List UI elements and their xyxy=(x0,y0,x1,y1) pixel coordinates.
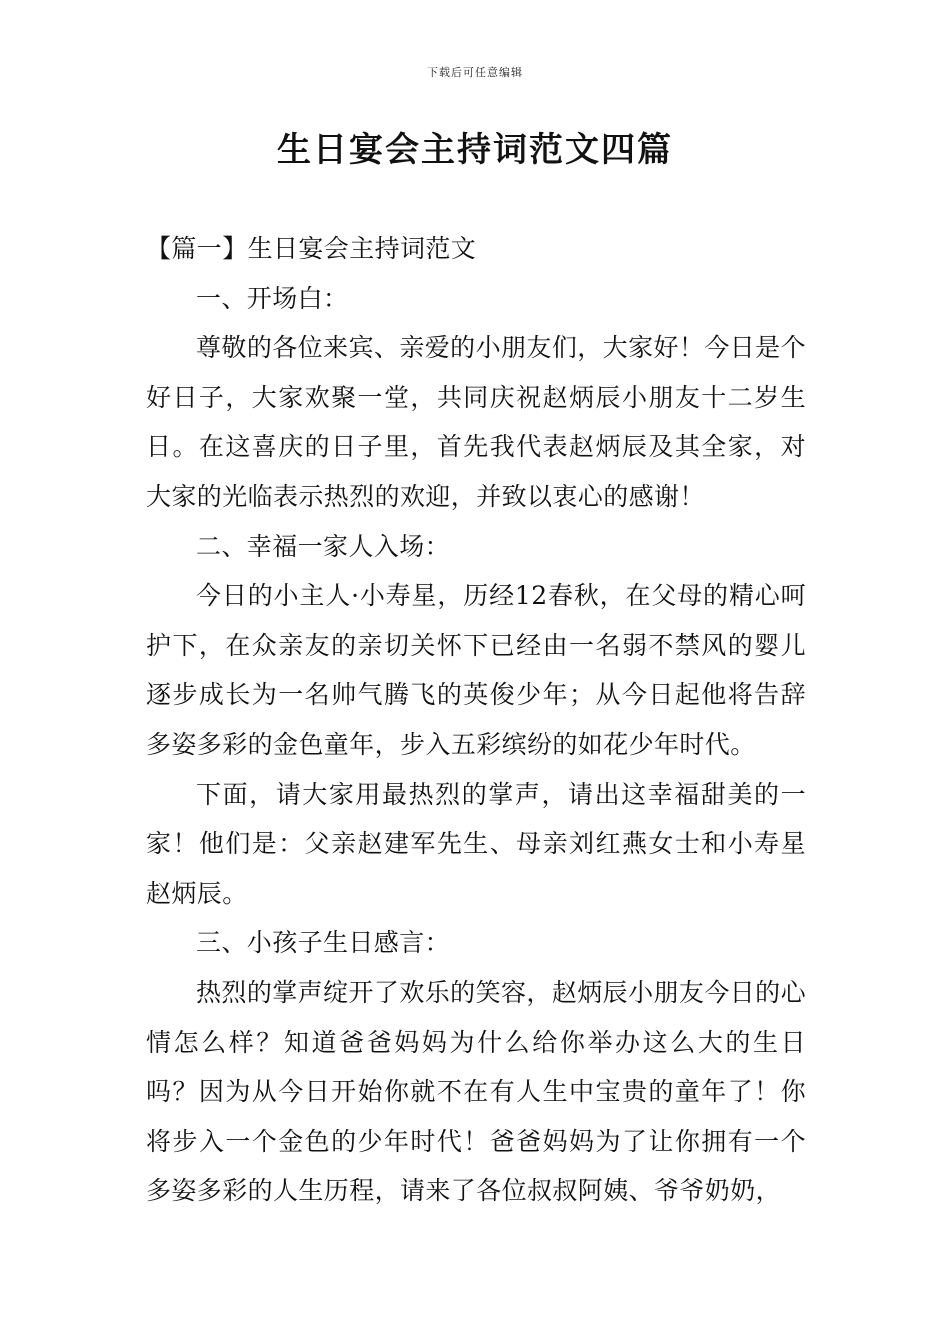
document-body xyxy=(146,224,806,1216)
page-title: 生日宴会主持词范文四篇 xyxy=(277,130,673,170)
header-note: 下载后可任意编辑 xyxy=(427,66,523,79)
paragraph-little-host: 今日的小主人·小寿星，历经12春秋，在父母的精心呵护下，在众亲友的亲切关怀下已经由一名弱不禁风的婴儿逐步成长为一名帅气腾飞的英俊少年；从今日起他将告辞多姿多彩的金色童年，步入五彩缤纷的如花少年时代。 xyxy=(146,581,806,759)
paragraph-invite-family: 下面，请大家用最热烈的掌声，请出这幸福甜美的一家！他们是：父亲赵建军先生、母亲刘红燕女士和小寿星赵炳辰。 xyxy=(146,779,806,908)
subheading-birthday-speech: 三、小孩子生日感言： xyxy=(196,928,451,958)
section-heading: 【篇一】生日宴会主持词范文 xyxy=(146,234,477,263)
paragraph-birthday-speech: 热烈的掌声绽开了欢乐的笑容，赵炳辰小朋友今日的心情怎么样？知道爸爸妈妈为什么给你举办这么大的生日吗？因为从今日开始你就不在有人生中宝贵的童年了！你将步入一个金色的少年时代！爸爸妈妈为了让你拥有一个多姿多彩的人生历程，请来了各位叔叔阿姨、爷爷奶奶， xyxy=(146,977,806,1206)
paragraph-opening: 尊敬的各位来宾、亲爱的小朋友们，大家好！今日是个好日子，大家欢聚一堂，共同庆祝赵炳辰小朋友十二岁生日。在这喜庆的日子里，首先我代表赵炳辰及其全家，对大家的光临表示热烈的欢迎，并致以衷心的感谢！ xyxy=(146,333,806,511)
subheading-opening: 一、开场白： xyxy=(196,283,349,313)
subheading-family-entrance: 二、幸福一家人入场： xyxy=(196,531,451,561)
